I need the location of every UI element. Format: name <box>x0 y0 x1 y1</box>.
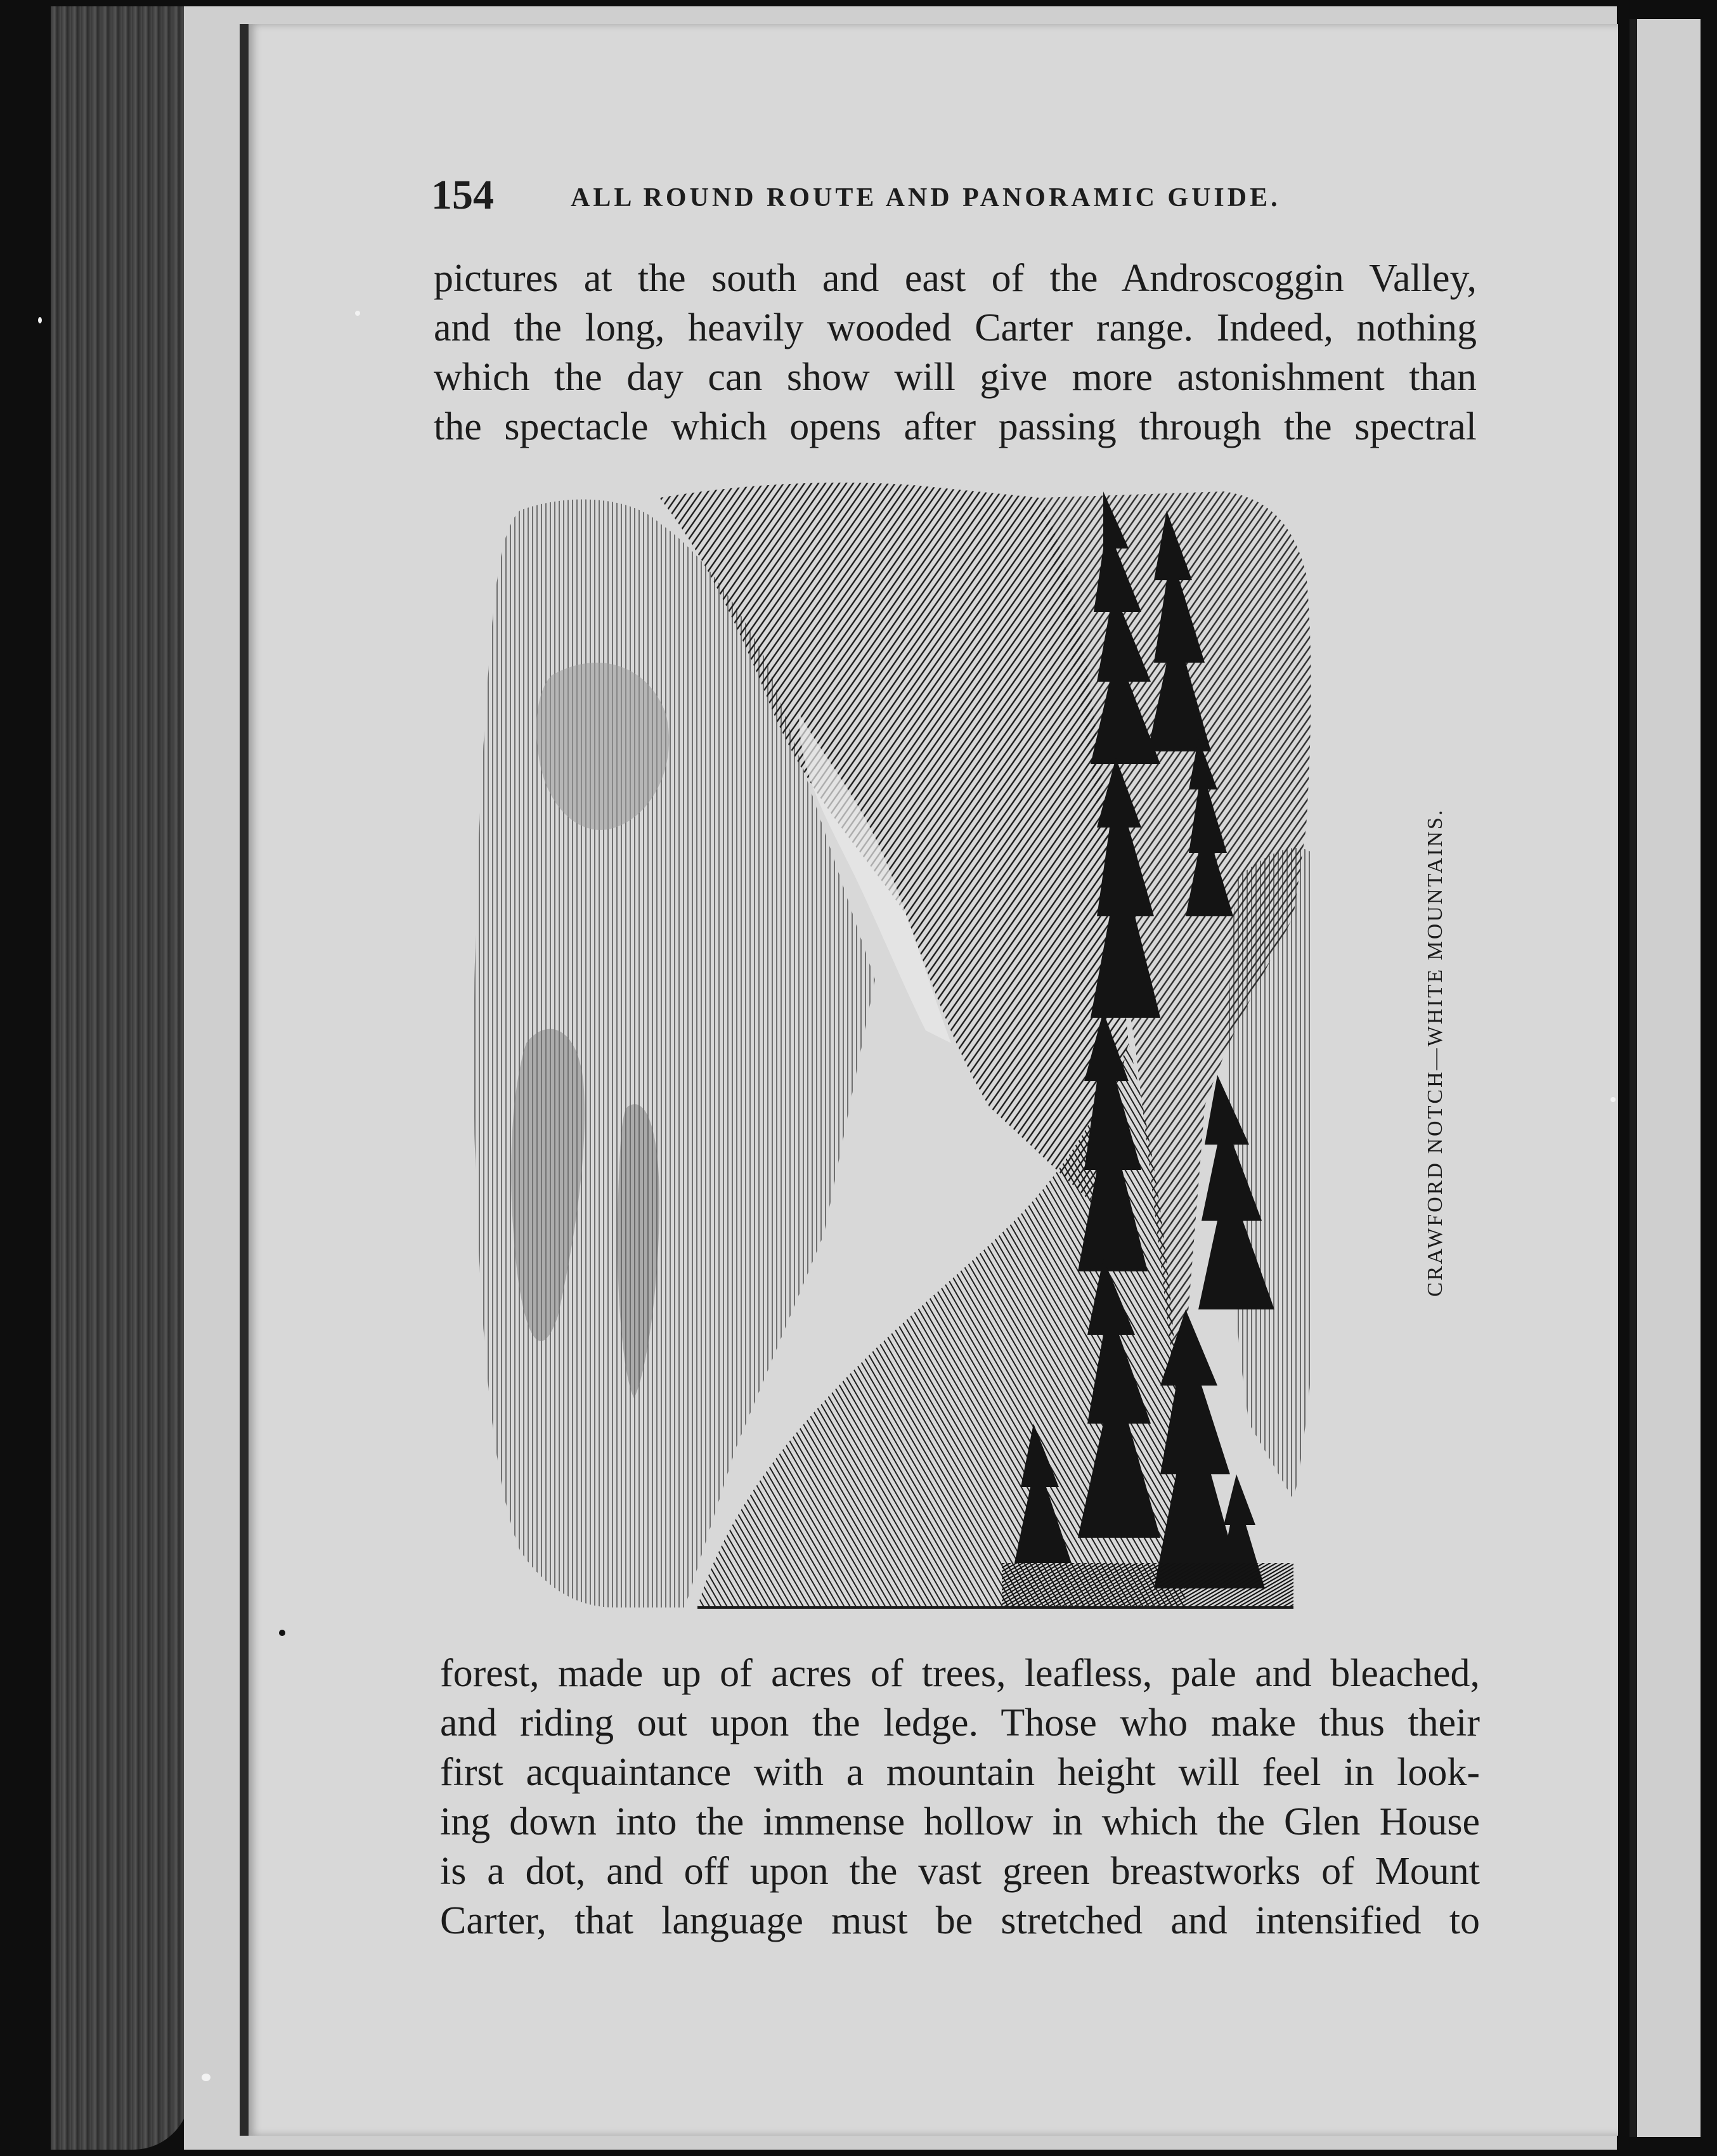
page-number: 154 <box>431 172 494 218</box>
facing-page-edge <box>1630 19 1701 2137</box>
dust-speck <box>1610 1097 1616 1102</box>
text-line: is a dot, and off upon the vast green breastworks of Mount <box>440 1850 1480 1893</box>
dust-speck <box>355 311 360 316</box>
text-line: and riding out upon the ledge. Those who make thus their <box>440 1701 1480 1744</box>
running-title: ALL ROUND ROUTE AND PANORAMIC GUIDE. <box>571 183 1281 212</box>
page-header <box>431 171 1351 228</box>
dust-speck <box>38 317 42 323</box>
dust-speck <box>279 1630 285 1636</box>
text-line: the spectacle which opens after passing through the spectral <box>434 405 1477 448</box>
text-line: which the day can show will give more astonishment than <box>434 356 1477 399</box>
dust-speck <box>202 2074 211 2081</box>
body-text-bottom <box>440 1649 1480 1945</box>
text-line: first acquaintance with a mountain height will feel in look- <box>440 1751 1480 1794</box>
text-line: ing down into the immense hollow in which the Glen House <box>440 1800 1480 1843</box>
text-line: pictures at the south and east of the Androscoggin Valley, <box>434 257 1477 300</box>
text-line: Carter, that language must be stretched and intensified to <box>440 1899 1480 1942</box>
body-text-top <box>434 254 1477 451</box>
text-line: and the long, heavily wooded Carter range. Indeed, nothing <box>434 306 1477 349</box>
text-line: forest, made up of acres of trees, leafless, pale and bleached, <box>440 1652 1480 1695</box>
book-page-edges <box>51 6 190 2150</box>
crawford-notch-engraving <box>469 472 1414 1627</box>
illustration-caption: CRAWFORD NOTCH—WHITE MOUNTAINS. <box>1423 808 1447 1297</box>
